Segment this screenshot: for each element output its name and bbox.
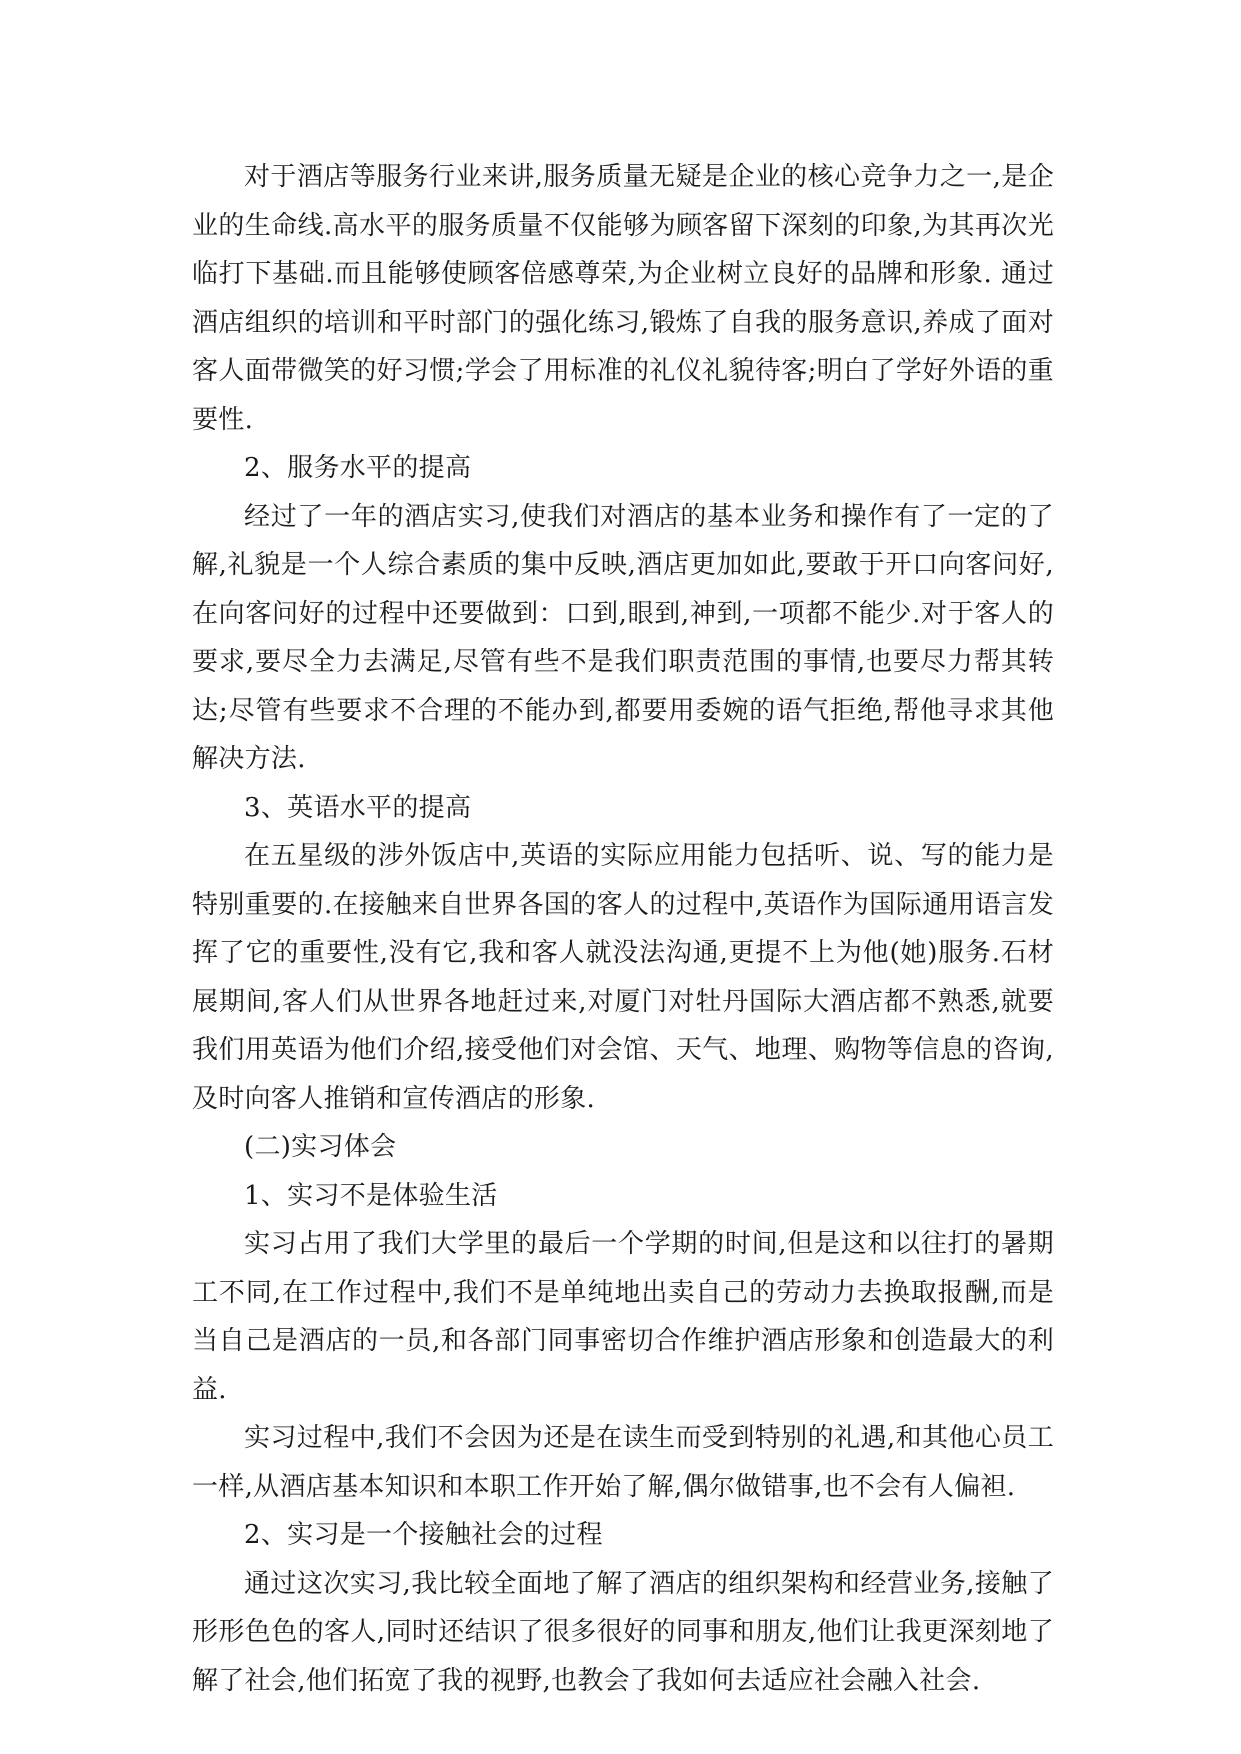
document-page bbox=[192, 153, 1054, 1705]
heading-not-life-experience: 1、实习不是体验生活 bbox=[244, 1180, 498, 1211]
paragraph-english-level: 在五星级的涉外饭店中,英语的实际应用能力包括听、说、写的能力是特别重要的.在接触来自世界各国的客人的过程中,英语作为国际通用语言发挥了它的重要性,没有它,我和客人就没法沟通,更提不上为他(她)服务.石材展期间,客人们从世界各地赶过来,对厦门对牡丹国际大酒店都不熟悉,就要我们用英语为他们介绍,接受他们对会馆、天气、地理、购物等信息的咨询,及时向客人推销和宣传酒店的形象. bbox=[192, 841, 1054, 1114]
heading-service-level: 2、服务水平的提高 bbox=[244, 453, 472, 483]
paragraph-contact-society: 通过这次实习,我比较全面地了解了酒店的组织架构和经营业务,接触了形形色色的客人,同时还结识了很多很好的同事和朋友,他们让我更深刻地了解了社会,他们拓宽了我的视野,也教会了我如何去适应社会融入社会. bbox=[192, 1568, 1054, 1696]
paragraph-service-level: 经过了一年的酒店实习,使我们对酒店的基本业务和操作有了一定的了解,礼貌是一个人综合素质的集中反映,酒店更加如此,要敢于开口向客问好,在向客问好的过程中还要做到：口到,眼到,神到,一项都不能少.对于客人的要求,要尽全力去满足,尽管有些不是我们职责范围的事情,也要尽力帮其转达;尽管有些要求不合理的不能办到,都要用委婉的语气拒绝,帮他寻求其他解决方法. bbox=[192, 501, 1054, 774]
heading-english-level: 3、英语水平的提高 bbox=[244, 792, 472, 823]
paragraph-no-special-treatment: 实习过程中,我们不会因为还是在读生而受到特别的礼遇,和其他心员工一样,从酒店基本知识和本职工作开始了解,偶尔做错事,也不会有人偏袒. bbox=[192, 1423, 1054, 1502]
paragraph-not-life-experience: 实习占用了我们大学里的最后一个学期的时间,但是这和以往打的暑期工不同,在工作过程中,我们不是单纯地出卖自己的劳动力去换取报酬,而是当自己是酒店的一员,和各部门同事密切合作维护酒店形象和创造最大的利益. bbox=[192, 1229, 1054, 1405]
paragraph-service-quality: 对于酒店等服务行业来讲,服务质量无疑是企业的核心竞争力之一,是企业的生命线.高水平的服务质量不仅能够为顾客留下深刻的印象,为其再次光临打下基础.而且能够使顾客倍感尊荣,为企业树立良好的品牌和形象. 通过酒店组织的培训和平时部门的强化练习,锻炼了自我的服务意识,养成了面对客人面带微笑的好习惯;学会了用标准的礼仪礼貌待客;明白了学好外语的重要性. bbox=[192, 162, 1054, 435]
heading-contact-society: 2、实习是一个接触社会的过程 bbox=[244, 1520, 603, 1550]
heading-internship-experience: (二)实习体会 bbox=[244, 1132, 397, 1162]
